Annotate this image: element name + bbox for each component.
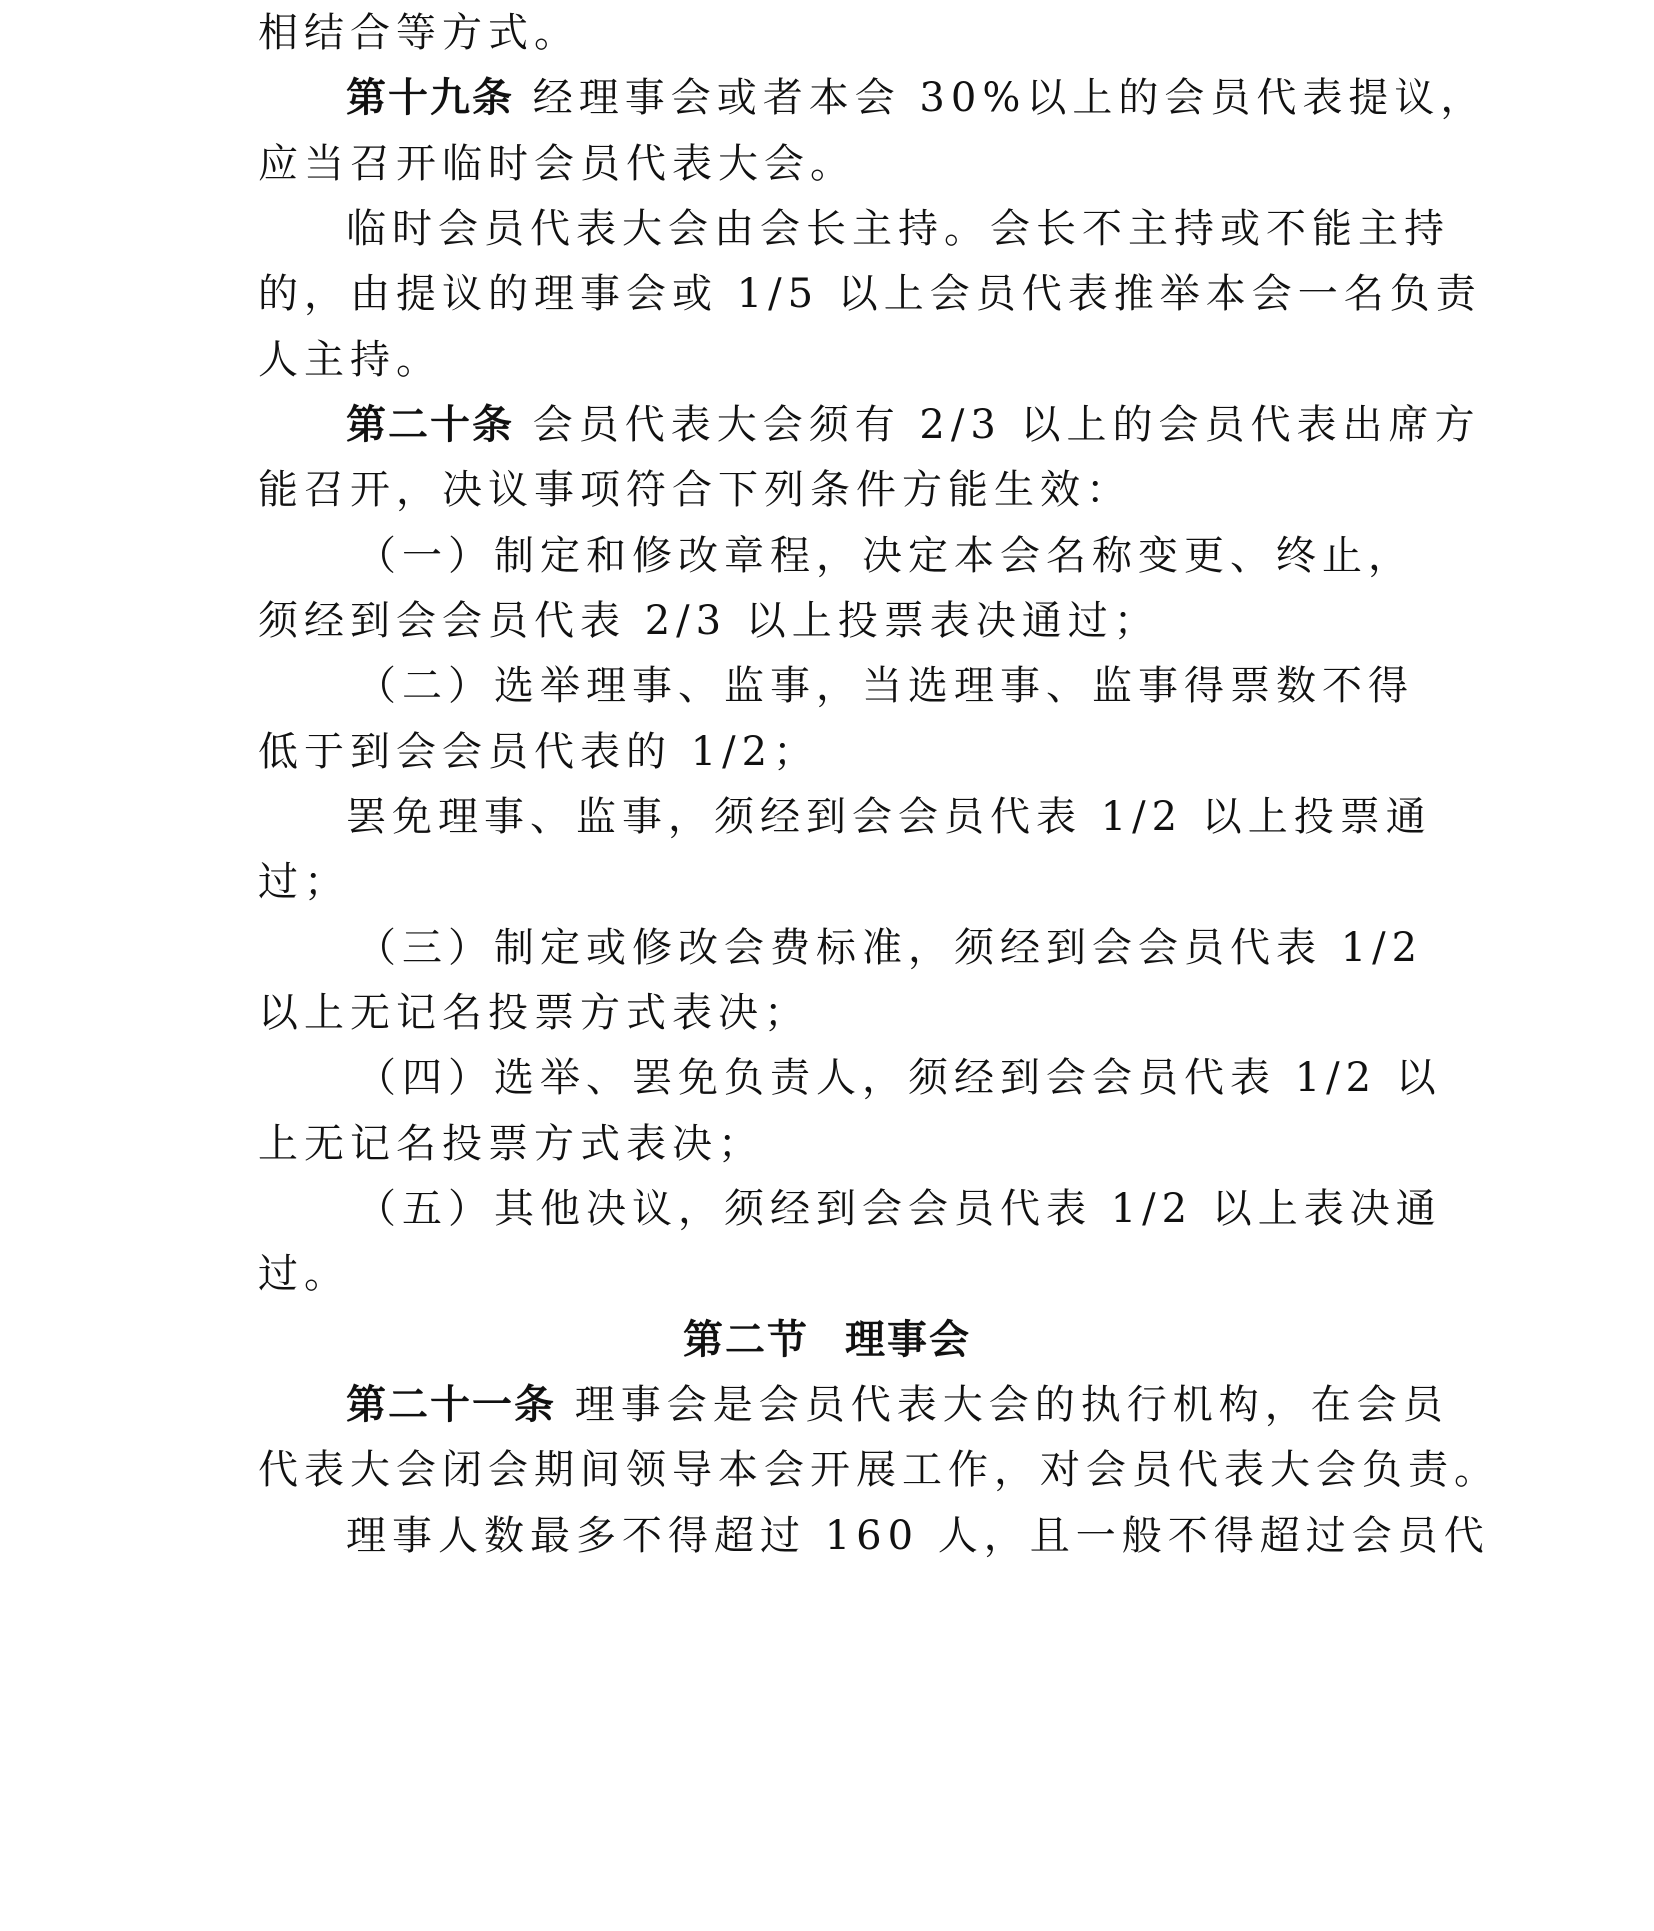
list-item-line: （一）制定和修改章程，决定本会名称变更、终止， xyxy=(356,533,1414,579)
paragraph-line: 理事人数最多不得超过 160 人，且一般不得超过会员代 xyxy=(346,1513,1490,1559)
article-21-line: 第二十一条 理事会是会员代表大会的执行机构，在会员 xyxy=(346,1382,1449,1428)
list-item-line: （四）选举、罢免负责人，须经到会会员代表 1/2 以 xyxy=(356,1055,1442,1101)
article-20-line: 第二十条 会员代表大会须有 2/3 以上的会员代表出席方 xyxy=(346,402,1481,448)
paragraph-line: 临时会员代表大会由会长主持。会长不主持或不能主持 xyxy=(346,206,1450,252)
paragraph-line: 低于到会会员代表的 1/2； xyxy=(258,729,820,775)
paragraph-line: 以上无记名投票方式表决； xyxy=(258,990,810,1036)
paragraph-line: 应当召开临时会员代表大会。 xyxy=(258,141,856,187)
article-label: 第十九条 xyxy=(346,75,514,121)
article-19-line: 第十九条 经理事会或者本会 30%以上的会员代表提议， xyxy=(346,75,1487,121)
article-label: 第二十条 xyxy=(346,402,514,448)
paragraph-line: 代表大会闭会期间领导本会开展工作，对会员代表大会负责。 xyxy=(258,1447,1500,1493)
paragraph-line: 的，由提议的理事会或 1/5 以上会员代表推举本会一名负责 xyxy=(258,271,1482,317)
section-heading: 第二节 理事会 xyxy=(683,1317,971,1363)
paragraph-line: 过。 xyxy=(258,1251,350,1297)
article-label: 第二十一条 xyxy=(346,1382,556,1428)
list-item-line: （二）选举理事、监事，当选理事、监事得票数不得 xyxy=(356,663,1414,709)
list-item-line: （五）其他决议，须经到会会员代表 1/2 以上表决通 xyxy=(356,1186,1442,1232)
list-item-line: （三）制定或修改会费标准，须经到会会员代表 1/2 xyxy=(356,925,1424,971)
paragraph-line: 过； xyxy=(258,859,350,905)
paragraph-line: 须经到会会员代表 2/3 以上投票表决通过； xyxy=(258,598,1160,644)
paragraph-line: 相结合等方式。 xyxy=(258,10,580,56)
paragraph-line: 罢免理事、监事，须经到会会员代表 1/2 以上投票通 xyxy=(346,794,1432,840)
paragraph-line: 上无记名投票方式表决； xyxy=(258,1121,764,1167)
paragraph-line: 能召开，决议事项符合下列条件方能生效： xyxy=(258,467,1132,513)
paragraph-line: 人主持。 xyxy=(258,337,442,383)
